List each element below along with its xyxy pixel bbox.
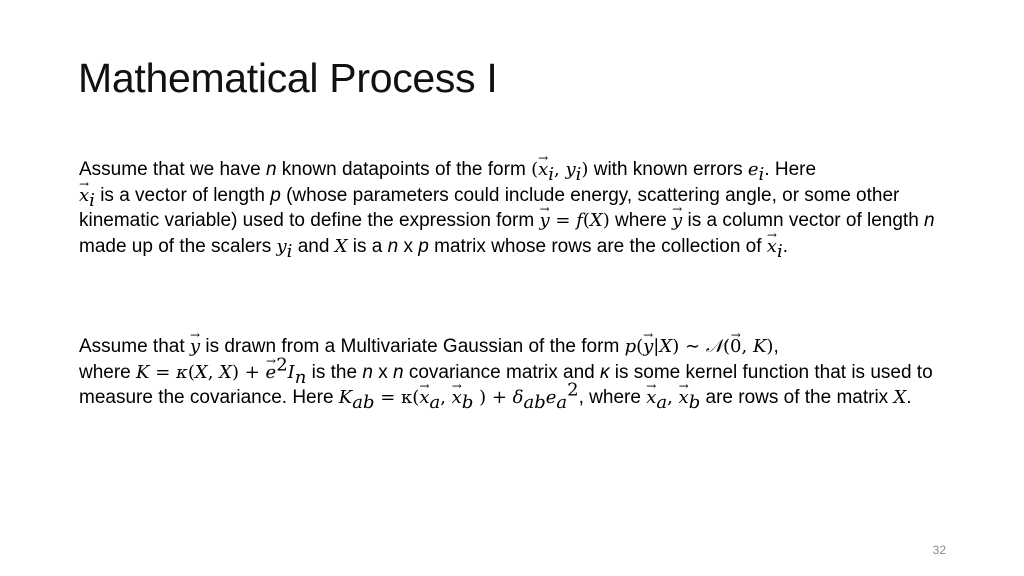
slide-title: Mathematical Process I bbox=[78, 55, 498, 101]
page-number: 32 bbox=[932, 543, 946, 557]
paragraph-datapoints: Assume that we have n known datapoints of the form (→ $x_i$, $y_i$) with known errors $e_i$. Here → $x_i$ is a vector of length p (whose parameters could include energy, scattering angle, or some other kinematic variable) used to define the expression form → y = f(X) where → y is a column vector of length n made up of the scalers $y_i$ and X is a n x p matrix whose rows are the collection of → $x_i$. bbox=[79, 157, 959, 259]
paragraph-gaussian: Assume that → y is drawn from a Multivariate Gaussian of the form p(→ y|X) ∼ 𝒩(→ 0, K), where K = κ(X, X) + → $e^2I_n$ is the n x n covariance matrix and κ is some kernel function that is used to measure the covariance. Here $K_{ab} = \kappa(\to x_a$, → $x_b$ ) + $\delta_{ab}e_a^2$, where → $x_a$, → $x_b$ are rows of the matrix X. bbox=[79, 334, 959, 411]
